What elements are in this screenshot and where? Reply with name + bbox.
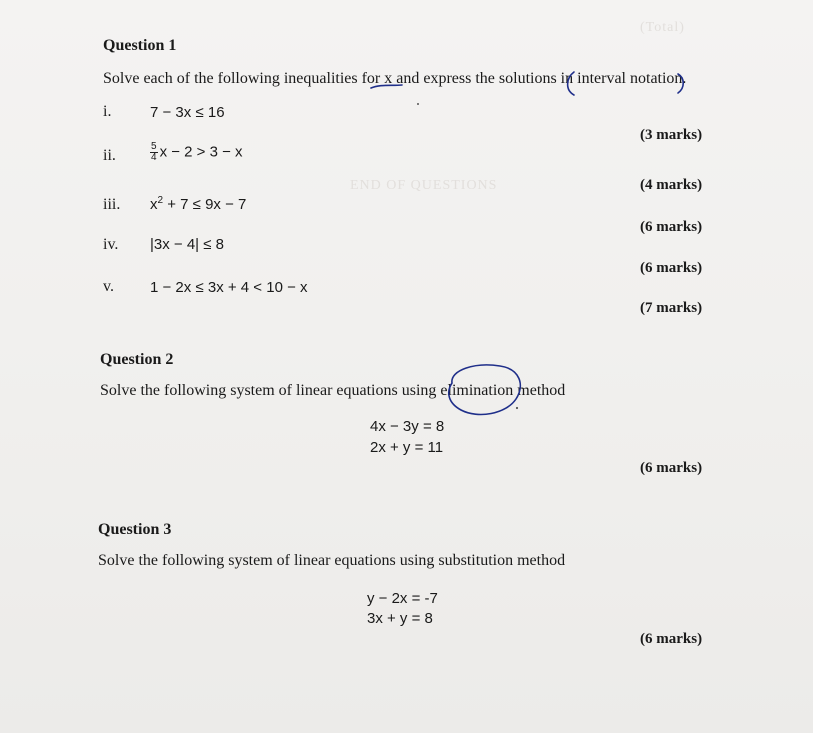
equation-1: y − 2x = -7 [367, 590, 438, 607]
item-number: i. [103, 103, 112, 120]
marks-label: (6 marks) [640, 260, 703, 276]
question-2-prompt: Solve the following system of linear equations using elimination method [100, 382, 566, 399]
dot-mark [516, 407, 518, 409]
inequality-3: $x^2 + 7 \le 9x - 7$ [150, 195, 247, 213]
marks-label: (3 marks) [640, 127, 703, 143]
inequality-1: 7 − 3x ≤ 16 [150, 104, 225, 121]
bleed-through-text: END OF QUESTIONS [350, 178, 498, 193]
bleed-through-text: (Total) [640, 20, 685, 35]
question-3-prompt: Solve the following system of linear equations using substitution method [98, 552, 566, 569]
marks-label: (7 marks) [640, 300, 703, 316]
equation-2: 2x + y = 11 [370, 439, 444, 456]
item-number: v. [103, 278, 114, 295]
inequality-2: $\frac{5}{4}$ x − 2 > 3 − x [151, 141, 243, 163]
marks-label: (6 marks) [640, 219, 703, 235]
fraction: $\frac{5}{4}$ [151, 141, 157, 163]
item-number: ii. [103, 147, 116, 164]
question-1-prompt: Solve each of the following inequalities for x and express the solutions in interval notation. [103, 70, 687, 87]
question-3-title: Question 3 [98, 521, 172, 538]
equation-1: 4x − 3y = 8 [370, 418, 445, 435]
item-number: iii. [103, 196, 121, 213]
question-2-title: Question 2 [100, 351, 174, 368]
item-number: iv. [103, 236, 119, 253]
inequality-5: 1 − 2x ≤ 3x + 4 < 10 − x [150, 279, 308, 296]
marks-label: (4 marks) [640, 177, 703, 193]
marks-label: (6 marks) [640, 631, 703, 647]
marks-label: (6 marks) [640, 460, 703, 476]
equation-2: 3x + y = 8 [367, 610, 433, 627]
inequality-4: |3x − 4| ≤ 8 [150, 236, 224, 253]
dot-mark [417, 103, 419, 105]
question-1-title: Question 1 [103, 37, 177, 54]
